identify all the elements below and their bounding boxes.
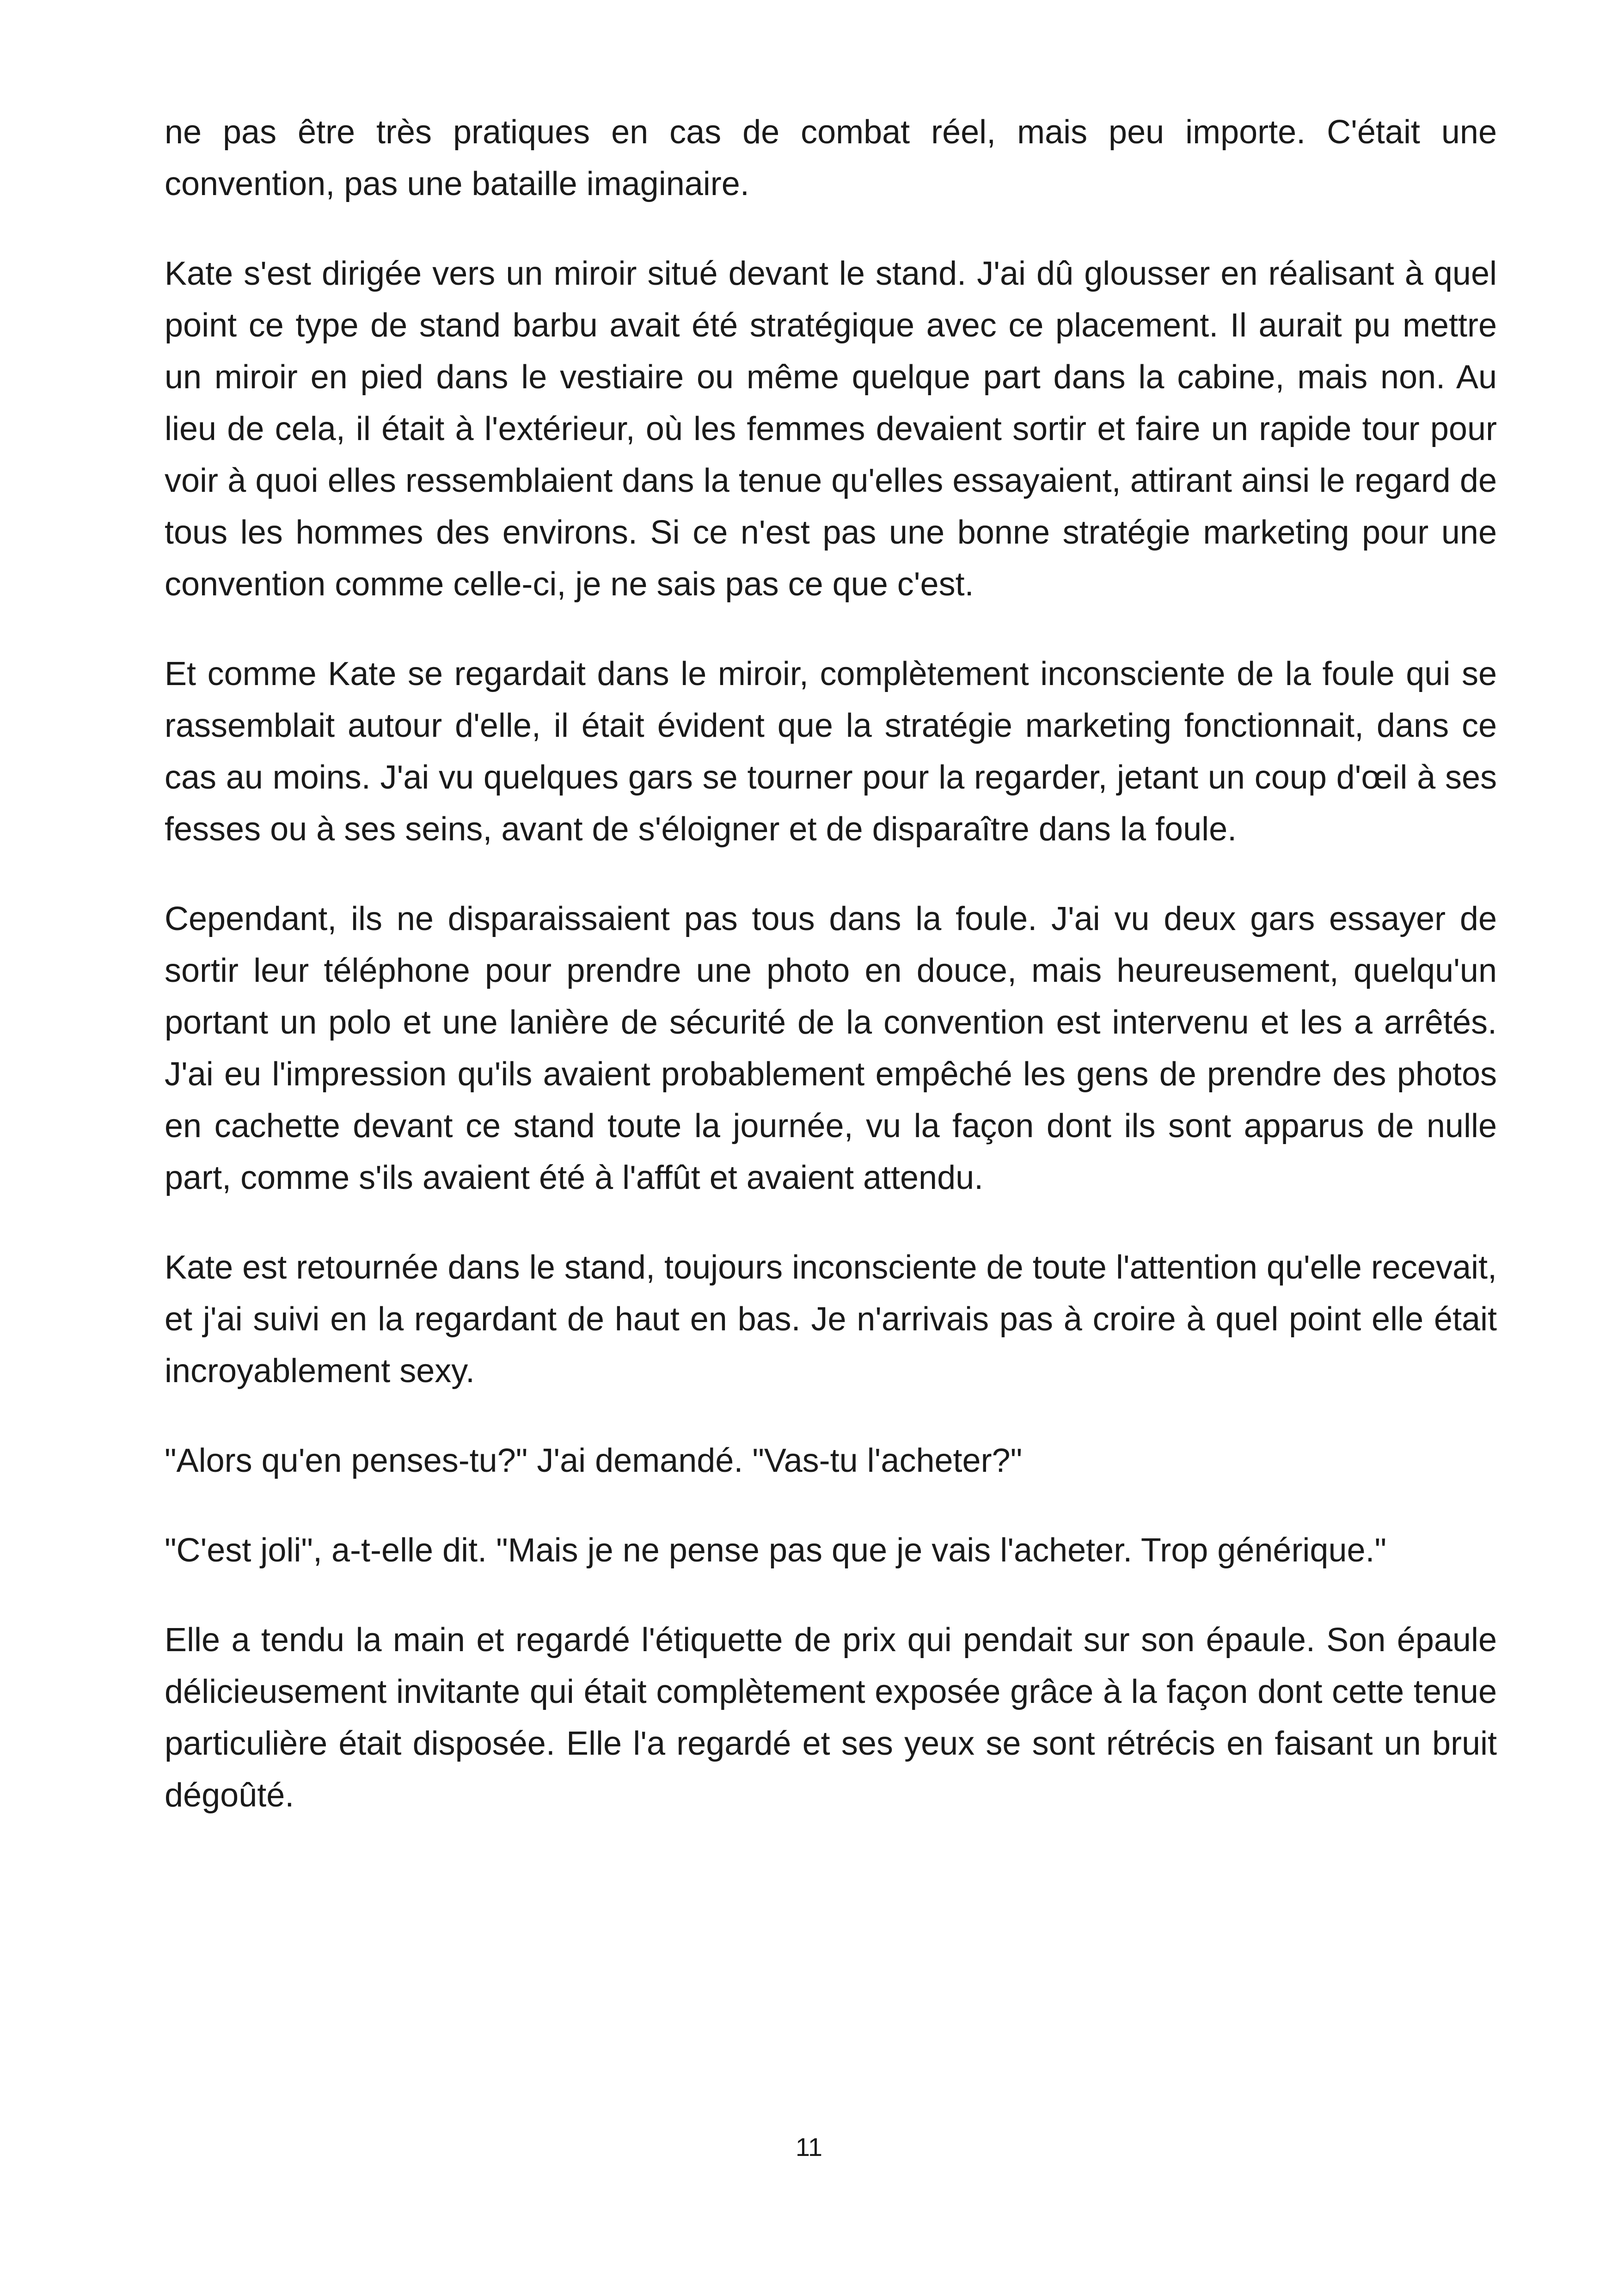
- paragraph-1: ne pas être très pratiques en cas de combat réel, mais peu importe. C'était une convention, pas une bataille imaginaire.: [165, 114, 1497, 202]
- page-number: 11: [795, 2132, 823, 2161]
- paragraph-5: Kate est retournée dans le stand, toujours inconsciente de toute l'attention qu'elle recevait, et j'ai suivi en la regardant de haut en bas. Je n'arrivais pas à croire à quel point elle était incroyablement sexy.: [165, 1249, 1497, 1390]
- page-body-text: [165, 106, 1497, 1859]
- paragraph-8: Elle a tendu la main et regardé l'étiquette de prix qui pendait sur son épaule. Son épaule délicieusement invitante qui était complètement exposée grâce à la façon dont cette tenue particulière était disposée. Elle l'a regardé et ses yeux se sont rétrécis en faisant un bruit dégoûté.: [165, 1622, 1497, 1814]
- paragraph-4: Cependant, ils ne disparaissaient pas tous dans la foule. J'ai vu deux gars essayer de sortir leur téléphone pour prendre une photo en douce, mais heureusement, quelqu'un portant un polo et une lanière de sécurité de la convention est intervenu et les a arrêtés. J'ai eu l'impression qu'ils avaient probablement empêché les gens de prendre des photos en cachette devant ce stand toute la journée, vu la façon dont ils sont apparus de nulle part, comme s'ils avaient été à l'affût et avaient attendu.: [165, 900, 1497, 1196]
- paragraph-6: "Alors qu'en penses-tu?" J'ai demandé. "Vas-tu l'acheter?": [165, 1442, 1023, 1479]
- paragraph-7: "C'est joli", a-t-elle dit. "Mais je ne pense pas que je vais l'acheter. Trop générique.": [165, 1532, 1387, 1569]
- paragraph-3: Et comme Kate se regardait dans le miroir, complètement inconsciente de la foule qui se rassemblait autour d'elle, il était évident que la stratégie marketing fonctionnait, dans ce cas au moins. J'ai vu quelques gars se tourner pour la regarder, jetant un coup d'œil à ses fesses ou à ses seins, avant de s'éloigner et de disparaître dans la foule.: [165, 655, 1497, 848]
- paragraph-2: Kate s'est dirigée vers un miroir situé devant le stand. J'ai dû glousser en réalisant à quel point ce type de stand barbu avait été stratégique avec ce placement. Il aurait pu mettre un miroir en pied dans le vestiaire ou même quelque part dans la cabine, mais non. Au lieu de cela, il était à l'extérieur, où les femmes devaient sortir et faire un rapide tour pour voir à quoi elles ressemblaient dans la tenue qu'elles essayaient, attirant ainsi le regard de tous les hommes des environs. Si ce n'est pas une bonne stratégie marketing pour une convention comme celle-ci, je ne sais pas ce que c'est.: [165, 255, 1497, 603]
